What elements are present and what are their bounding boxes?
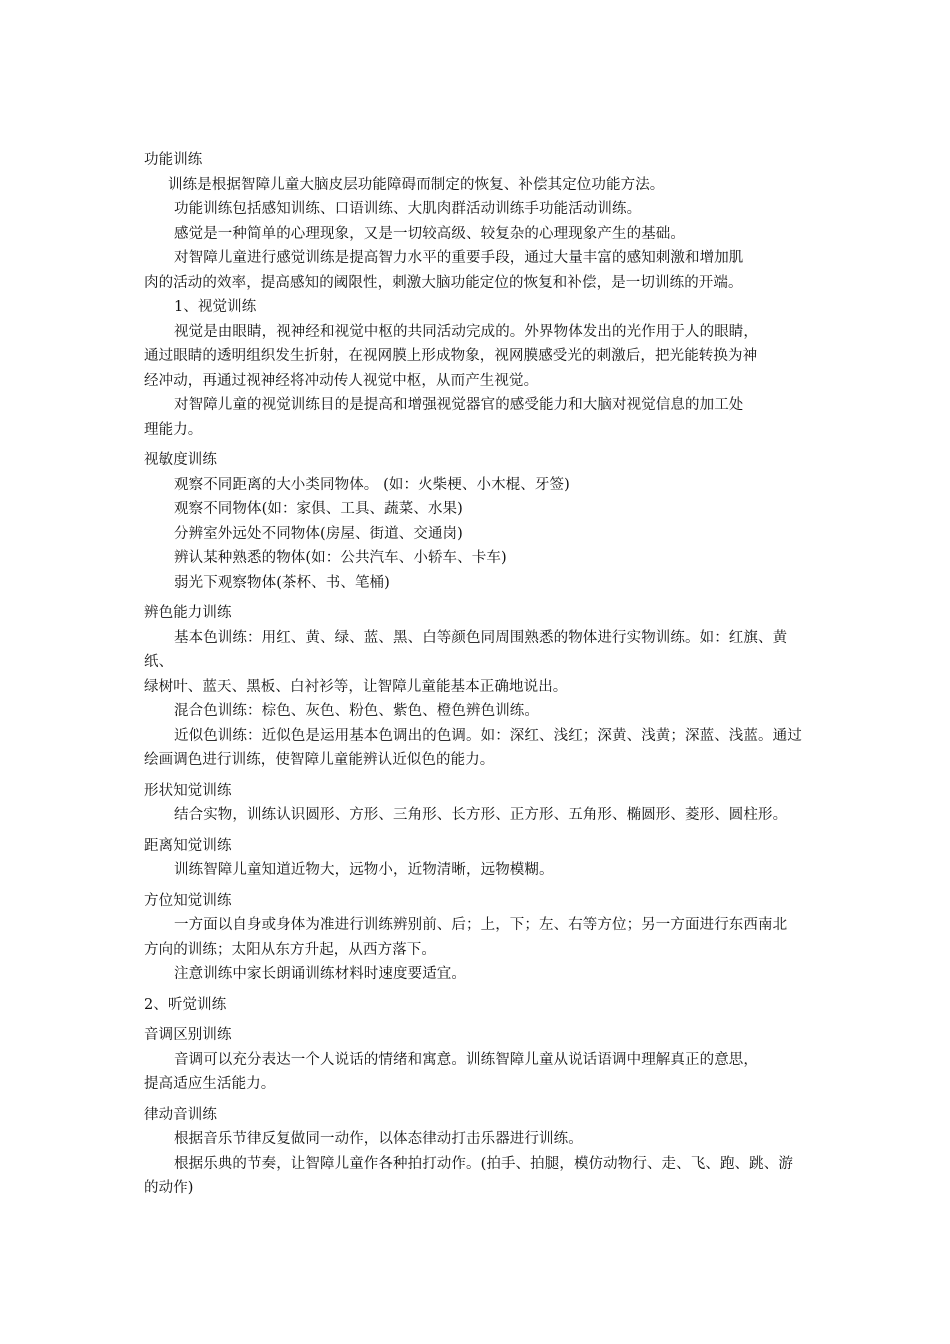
- visual-definition-line-1: 视觉是由眼睛，视神经和视觉中枢的共同活动完成的。外界物体发出的光作用于人的眼睛，: [174, 323, 758, 340]
- document-body: [144, 148, 814, 1201]
- color-similar-line-2: 绘画调色进行训练，使智障儿童能辨认近似色的能力。: [144, 752, 495, 768]
- sense-definition-paragraph: 感觉是一种简单的心理现象，又是一切较高级、较复杂的心理现象产生的基础。: [174, 225, 685, 242]
- tone-section-title: 音调区别训练: [144, 1027, 232, 1043]
- document-title: 功能训练: [144, 152, 203, 168]
- acuity-item: 弱光下观察物体(茶杯、书、笔桶): [174, 574, 390, 591]
- acuity-item: 辨认某种熟悉的物体(如：公共汽车、小轿车、卡车): [174, 550, 507, 566]
- visual-definition-line-2: 通过眼睛的透明组织发生折射，在视网膜上形成物象，视网膜感受光的刺激后，把光能转换为神: [144, 348, 758, 364]
- rhythm-section-title: 律动音训练: [144, 1106, 217, 1123]
- color-basic-line-2: 绿树叶、蓝天、黑板、白衬衫等，让智障儿童能基本正确地说出。: [144, 678, 568, 695]
- acuity-item: 观察不同物体(如：家俱、工具、蔬菜、水果): [174, 501, 463, 517]
- sense-training-line-2: 肉的活动的效率，提高感知的阈限性，刺激大脑功能定位的恢复和补偿，是一切训练的开端。: [144, 274, 743, 291]
- intro-scope-paragraph: 功能训练包括感知训练、口语训练、大肌肉群活动训练手功能活动训练。: [174, 201, 642, 217]
- tone-line-1: 音调可以充分表达一个人说话的情绪和寓意。训练智障儿童从说话语调中理解真正的意思，: [174, 1051, 758, 1068]
- acuity-item: 分辨室外远处不同物体(房屋、街道、交通岗): [174, 525, 463, 542]
- shape-paragraph: 结合实物，训练认识圆形、方形、三角形、长方形、正方形、五角形、椭圆形、菱形、圆柱形。: [174, 807, 788, 823]
- visual-section-title: 1、视觉训练: [174, 299, 257, 315]
- shape-section-title: 形状知觉训练: [144, 782, 232, 799]
- rhythm-paragraph-2-line-1: 根据乐典的节奏，让智障儿童作各种拍打动作。(拍手、拍腿，模仿动物行、走、飞、跑、跳、游: [174, 1155, 793, 1172]
- acuity-item: 观察不同距离的大小类同物体。 (如：火柴梗、小木棍、牙签): [174, 476, 570, 493]
- direction-section-title: 方位知觉训练: [144, 892, 232, 909]
- acuity-section-title: 视敏度训练: [144, 452, 217, 468]
- color-similar-line-1: 近似色训练：近似色是运用基本色调出的色调。如：深红、浅红；深黄、浅黄；深蓝、浅蓝。通过: [174, 727, 802, 744]
- visual-goal-line-1: 对智障儿童的视觉训练目的是提高和增强视觉器官的感受能力和大脑对视觉信息的加工处: [174, 397, 744, 413]
- tone-line-2: 提高适应生活能力。: [144, 1076, 276, 1092]
- rhythm-paragraph-1: 根据音乐节律反复做同一动作，以体态律动打击乐器进行训练。: [174, 1131, 583, 1147]
- visual-goal-line-2: 理能力。: [144, 421, 203, 438]
- rhythm-paragraph-2-line-2: 的动作): [144, 1180, 194, 1196]
- color-section-title: 辨色能力训练: [144, 605, 232, 621]
- sense-training-line-1: 对智障儿童进行感觉训练是提高智力水平的重要手段，通过大量丰富的感知刺激和增加肌: [174, 250, 744, 266]
- intro-paragraph: 训练是根据智障儿童大脑皮层功能障碍而制定的恢复、补偿其定位功能方法。: [168, 176, 665, 193]
- color-basic-line-1: 基本色训练：用红、黄、绿、蓝、黑、白等颜色同周围熟悉的物体进行实物训练。如：红旗、黄纸、: [144, 629, 788, 670]
- direction-note: 注意训练中家长朗诵训练材料时速度要适宜。: [174, 966, 466, 982]
- hearing-section-title: 2、听觉训练: [144, 996, 227, 1013]
- direction-line-2: 方向的训练；太阳从东方升起，从西方落下。: [144, 941, 436, 958]
- color-mixed-line: 混合色训练：棕色、灰色、粉色、紫色、橙色辨色训练。: [174, 703, 539, 719]
- visual-definition-line-3: 经冲动，再通过视神经将冲动传人视觉中枢，从而产生视觉。: [144, 372, 539, 389]
- direction-line-1: 一方面以自身或身体为准进行训练辨别前、后；上，下；左、右等方位；另一方面进行东西南北: [174, 917, 788, 933]
- distance-section-title: 距离知觉训练: [144, 837, 232, 854]
- distance-paragraph: 训练智障儿童知道近物大，远物小，近物清晰，远物模糊。: [174, 862, 554, 878]
